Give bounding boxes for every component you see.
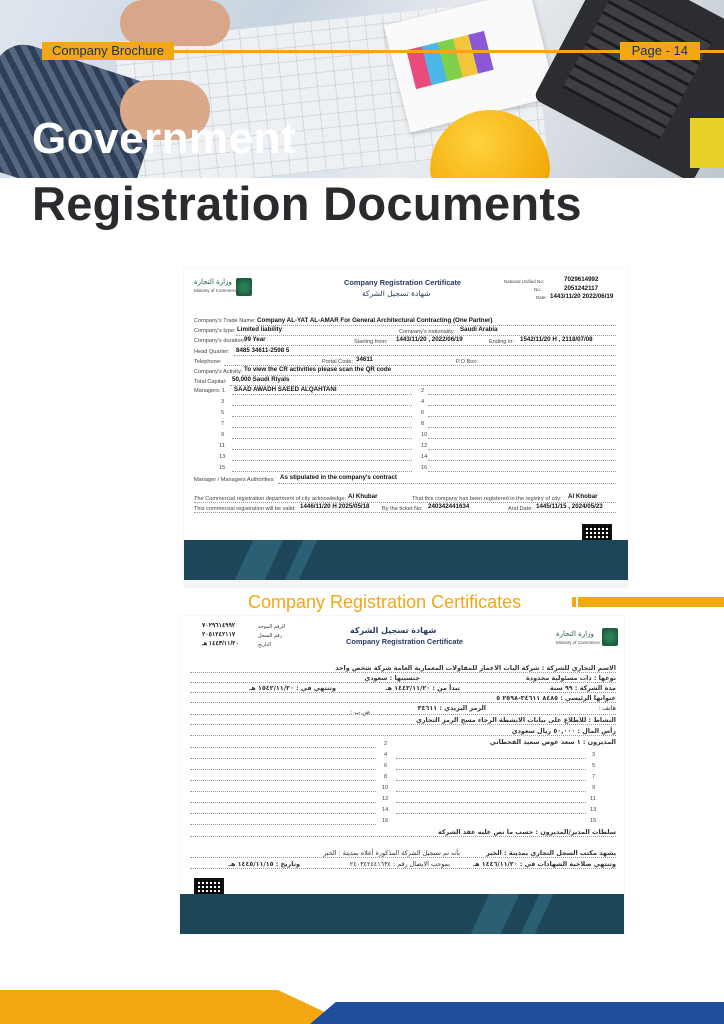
national-no-label: National Unified No: bbox=[504, 279, 545, 284]
dotted-line bbox=[244, 345, 616, 346]
brochure-label: Company Brochure bbox=[42, 42, 174, 60]
dotted-line bbox=[232, 438, 412, 439]
dotted-line bbox=[190, 682, 616, 683]
page-title-line2: Registration Documents bbox=[32, 177, 582, 230]
dotted-line bbox=[232, 427, 412, 428]
date-value: 1443/11/20 2022/06/19 bbox=[550, 293, 614, 300]
manager-num: 13 bbox=[219, 454, 226, 460]
nationality-ar: جنسيتها : سعودي bbox=[364, 674, 420, 682]
dotted-line bbox=[428, 471, 616, 472]
receipt-date-ar: وتاريخ : ١٤٤٥/١١/١٥ هـ bbox=[228, 860, 300, 868]
dotted-line bbox=[396, 758, 586, 759]
unified-no-ar: ٧٠٢٩٦١٤٩٩٢ bbox=[202, 622, 236, 629]
footer-stripe bbox=[235, 540, 284, 580]
type-label: Company's type: bbox=[194, 328, 236, 334]
start-label: Starting from: bbox=[354, 339, 388, 345]
ministry-emblem-icon bbox=[602, 628, 618, 646]
duration-label: Company's duration: bbox=[194, 338, 246, 344]
manager-num: 16 bbox=[382, 818, 389, 824]
ministry-emblem-icon bbox=[236, 278, 252, 296]
dotted-line bbox=[190, 724, 616, 725]
bottom-decoration bbox=[0, 990, 724, 1024]
dotted-line bbox=[428, 427, 616, 428]
duration-ar: مدة الشركة : ٩٩ سنة bbox=[549, 684, 616, 692]
hq-ar: عنوانها الرئيسي : ٨٤٨٥ ٣٤٦١١-٢٥٩٨ ٥ bbox=[496, 694, 616, 702]
dotted-line bbox=[190, 836, 616, 837]
certificate-title-ar: شهادة تسجيل الشركة bbox=[350, 626, 437, 635]
dotted-line bbox=[396, 769, 586, 770]
manager-num: 2 bbox=[384, 741, 388, 747]
authority-label: Manager / Managers Authorities: bbox=[194, 477, 275, 483]
certificate-english bbox=[184, 268, 628, 586]
dotted-line bbox=[234, 355, 616, 356]
trade-name-label: Company's Trade Name: bbox=[194, 318, 256, 324]
registered-ar: بأنه تم تسجيل الشركة المذكورة أعلاه بمدينة : الخبر bbox=[323, 849, 460, 857]
manager-num: 11 bbox=[590, 796, 596, 802]
type-ar: نوعها : ذات مسئولية محدودة bbox=[526, 674, 616, 682]
ministry-name-en: Ministry of Commerce bbox=[194, 288, 238, 293]
dotted-line bbox=[396, 802, 586, 803]
header-band bbox=[42, 42, 724, 60]
hand-top bbox=[120, 0, 230, 46]
dotted-line bbox=[232, 449, 412, 450]
activity-value: To view the CR activities please scan the QR code bbox=[244, 366, 392, 373]
dotted-line bbox=[190, 791, 376, 792]
manager-num: 16 bbox=[421, 465, 428, 471]
dotted-line bbox=[428, 460, 616, 461]
footer-strip bbox=[184, 580, 628, 588]
bottom-yellow-shape bbox=[0, 990, 350, 1024]
valid-label: This commercial registration will be valid: bbox=[194, 506, 296, 512]
manager-num: 9 bbox=[592, 785, 596, 791]
managers-label: Managers: 1 bbox=[194, 388, 226, 394]
dotted-line bbox=[190, 824, 376, 825]
date-label-ar: التاريخ bbox=[258, 642, 271, 648]
manager-num: 2 bbox=[421, 388, 425, 394]
section-title: Company Registration Certificates bbox=[248, 592, 522, 612]
duration-value: 99 Year bbox=[244, 336, 266, 343]
cr-no-ar: ٢٠٥١٢٤٢١١٧ bbox=[202, 631, 236, 638]
start-value: 1443/11/20 , 2022/06/19 bbox=[396, 336, 463, 343]
dotted-line bbox=[232, 471, 412, 472]
bottom-blue-shape bbox=[310, 1002, 724, 1024]
nationality-value: Saudi Arabia bbox=[460, 326, 498, 333]
manager-num: 5 bbox=[221, 410, 225, 416]
dotted-line bbox=[190, 802, 376, 803]
dotted-line bbox=[190, 735, 616, 736]
dotted-line bbox=[190, 857, 616, 858]
manager-num: 12 bbox=[421, 443, 428, 449]
dotted-line bbox=[396, 791, 586, 792]
dotted-line bbox=[256, 325, 616, 326]
manager-num: 12 bbox=[382, 796, 389, 802]
manager-num: 3 bbox=[221, 399, 225, 405]
end-value: 1542/11/20 H , 2118/07/08 bbox=[520, 336, 593, 343]
manager-num: 3 bbox=[592, 752, 596, 758]
yellow-object bbox=[690, 118, 724, 168]
date-ar: ١٤٤٣/١١/٢٠ هـ bbox=[202, 640, 239, 647]
certificate-footer bbox=[184, 540, 628, 580]
dotted-line bbox=[190, 702, 616, 703]
manager-num: 7 bbox=[221, 421, 225, 427]
ministry-name-ar: وزارة التجارة bbox=[194, 278, 232, 286]
postal-label: Portal Code: bbox=[322, 359, 354, 365]
section-bar-left bbox=[572, 597, 576, 607]
ack-ar: يشهد مكتب السجل التجاري بمدينة : الخبر bbox=[486, 849, 616, 857]
dotted-line bbox=[428, 449, 616, 450]
capital-label: Total Capital: bbox=[194, 379, 227, 385]
pobox-label: P.O Box: bbox=[456, 359, 478, 365]
manager-num: 8 bbox=[421, 421, 425, 427]
dotted-line bbox=[232, 416, 412, 417]
unified-label-ar: الرقم الموحد bbox=[258, 624, 286, 630]
hq-value: 8485 34611-2598 5 bbox=[236, 347, 290, 354]
manager-num: 11 bbox=[219, 443, 225, 449]
section-band bbox=[0, 591, 724, 613]
cr-label-ar: رقم السجل bbox=[258, 633, 283, 639]
dotted-line bbox=[396, 780, 586, 781]
type-value: Limited liability bbox=[237, 326, 283, 333]
footer-stripe bbox=[285, 540, 318, 580]
dotted-line bbox=[190, 758, 376, 759]
dotted-line bbox=[428, 394, 616, 395]
telephone-label: Telephone: bbox=[194, 359, 222, 365]
cr-no-label: No.: bbox=[534, 287, 543, 292]
dotted-line bbox=[190, 672, 616, 673]
certificate-title-en: Company Registration Certificate bbox=[346, 637, 464, 646]
dotted-line bbox=[190, 813, 376, 814]
trade-name-value: Company AL-YAT AL-AMAR For General Architectural Contracting (One Partner) bbox=[257, 317, 493, 324]
dotted-line bbox=[194, 512, 616, 513]
dotted-line bbox=[190, 747, 376, 748]
ack-label: The Commercial registration department of city acknowledge: bbox=[194, 496, 347, 502]
dotted-line bbox=[190, 714, 616, 715]
manager-num: 8 bbox=[384, 774, 388, 780]
manager-num: 7 bbox=[592, 774, 596, 780]
start-ar: تبدأ من : ١٤٤٣/١١/٢٠ هـ bbox=[385, 684, 460, 692]
activity-label: Company's Activity: bbox=[194, 369, 243, 375]
phone-ar: هاتف : bbox=[598, 704, 616, 712]
valid-value: 1446/11/20 H 2025/05/18 bbox=[300, 503, 370, 510]
certificate-title-ar: شهادة تسجيل الشركة bbox=[362, 289, 431, 298]
national-no-value: 7029614992 bbox=[564, 276, 599, 283]
certificate-arabic bbox=[180, 616, 624, 934]
dotted-line bbox=[428, 416, 616, 417]
hq-label: Head Quarter: bbox=[194, 349, 230, 355]
ticket-label: By the ticket No: bbox=[382, 506, 423, 512]
manager-num: 14 bbox=[382, 807, 389, 813]
manager-1: SAAD AWADH SAEED ALQAHTANI bbox=[234, 386, 337, 393]
and-date-value: 1445/11/15 , 2024/05/23 bbox=[536, 503, 603, 510]
dotted-line bbox=[396, 813, 586, 814]
manager-num: 9 bbox=[221, 432, 225, 438]
certificate-footer bbox=[180, 894, 624, 934]
manager-num: 10 bbox=[421, 432, 428, 438]
footer-stripe bbox=[471, 894, 520, 934]
trade-name-ar: الاسم التجاري للشركة : شركة اليات الاعمار للمقاولات المعمارية العامة شركة شخص واحد bbox=[335, 664, 616, 672]
activity-ar: النشاط : للاطلاع على بيانات الانشطة الرجاء مسح الرمز التجاري bbox=[416, 716, 616, 724]
nationality-label: Company's nationality: bbox=[399, 329, 456, 335]
end-label: Ending in: bbox=[489, 339, 514, 345]
authority-ar: سلطات المدير/المديرون : حسب ما نص عليه عقد الشركة bbox=[437, 828, 616, 836]
manager-num: 5 bbox=[592, 763, 596, 769]
dotted-line bbox=[278, 483, 616, 484]
dotted-line bbox=[232, 405, 412, 406]
postal-value: 34611 bbox=[356, 356, 373, 363]
manager-num: 15 bbox=[590, 818, 597, 824]
manager-num: 14 bbox=[421, 454, 428, 460]
cr-no-value: 2051242117 bbox=[564, 285, 599, 292]
receipt-ar: بموجب الايصال رقم : ٢٤٠٣٤٢٤٤١٦٣٤ bbox=[349, 860, 450, 868]
end-ar: وتنتهي في : ١٥٤٢/١١/٢٠ هـ bbox=[249, 684, 336, 692]
dotted-line bbox=[232, 460, 412, 461]
capital-value: 50,000 Saudi Riyals bbox=[232, 376, 290, 383]
ministry-name-en: Ministry of Commerce bbox=[556, 640, 600, 645]
certificate-title-en: Company Registration Certificate bbox=[344, 278, 462, 287]
capital-ar: رأس المال : ٥٠,٠٠٠ ريال سعودي bbox=[511, 727, 616, 735]
ministry-name-ar: وزارة التجارة bbox=[556, 630, 594, 638]
dotted-line bbox=[242, 375, 616, 376]
registered-label: That this company has been registered in the registry of city: bbox=[412, 496, 562, 502]
page-title-line1: Government bbox=[32, 114, 297, 163]
dotted-line bbox=[428, 405, 616, 406]
dotted-line bbox=[232, 394, 412, 395]
manager-num: 4 bbox=[421, 399, 425, 405]
dotted-line bbox=[190, 780, 376, 781]
dotted-line bbox=[190, 868, 616, 869]
dotted-line bbox=[428, 438, 616, 439]
dotted-line bbox=[190, 769, 376, 770]
date-label: Date: bbox=[536, 295, 547, 300]
page-number: Page - 14 bbox=[620, 42, 700, 60]
manager-num: 13 bbox=[590, 807, 597, 813]
pobox-ar: ص ب : bbox=[350, 708, 370, 716]
manager-num: 6 bbox=[421, 410, 425, 416]
section-bar bbox=[578, 597, 724, 607]
dotted-line bbox=[190, 692, 616, 693]
ticket-value: 240342441634 bbox=[428, 503, 470, 510]
ack-city: Al Khubar bbox=[348, 493, 378, 500]
postal-ar: الرمز البريدي : ٣٤٦١١ bbox=[417, 704, 486, 712]
and-date-label: And Date: bbox=[508, 506, 533, 512]
footer-stripe bbox=[521, 894, 554, 934]
manager-num: 10 bbox=[382, 785, 389, 791]
registered-city: Al Khobar bbox=[568, 493, 598, 500]
expiry-ar: وتنتهي صلاحية الشهادات في : ١٤٤٦/١١/٢٠ هـ bbox=[472, 860, 616, 868]
managers-ar: المديرون : ١ سعد عوض سعيد القحطاني bbox=[489, 738, 616, 746]
authority-value: As stipulated in the company's contract bbox=[280, 474, 397, 481]
manager-num: 15 bbox=[219, 465, 226, 471]
manager-num: 6 bbox=[384, 763, 388, 769]
manager-num: 4 bbox=[384, 752, 388, 758]
